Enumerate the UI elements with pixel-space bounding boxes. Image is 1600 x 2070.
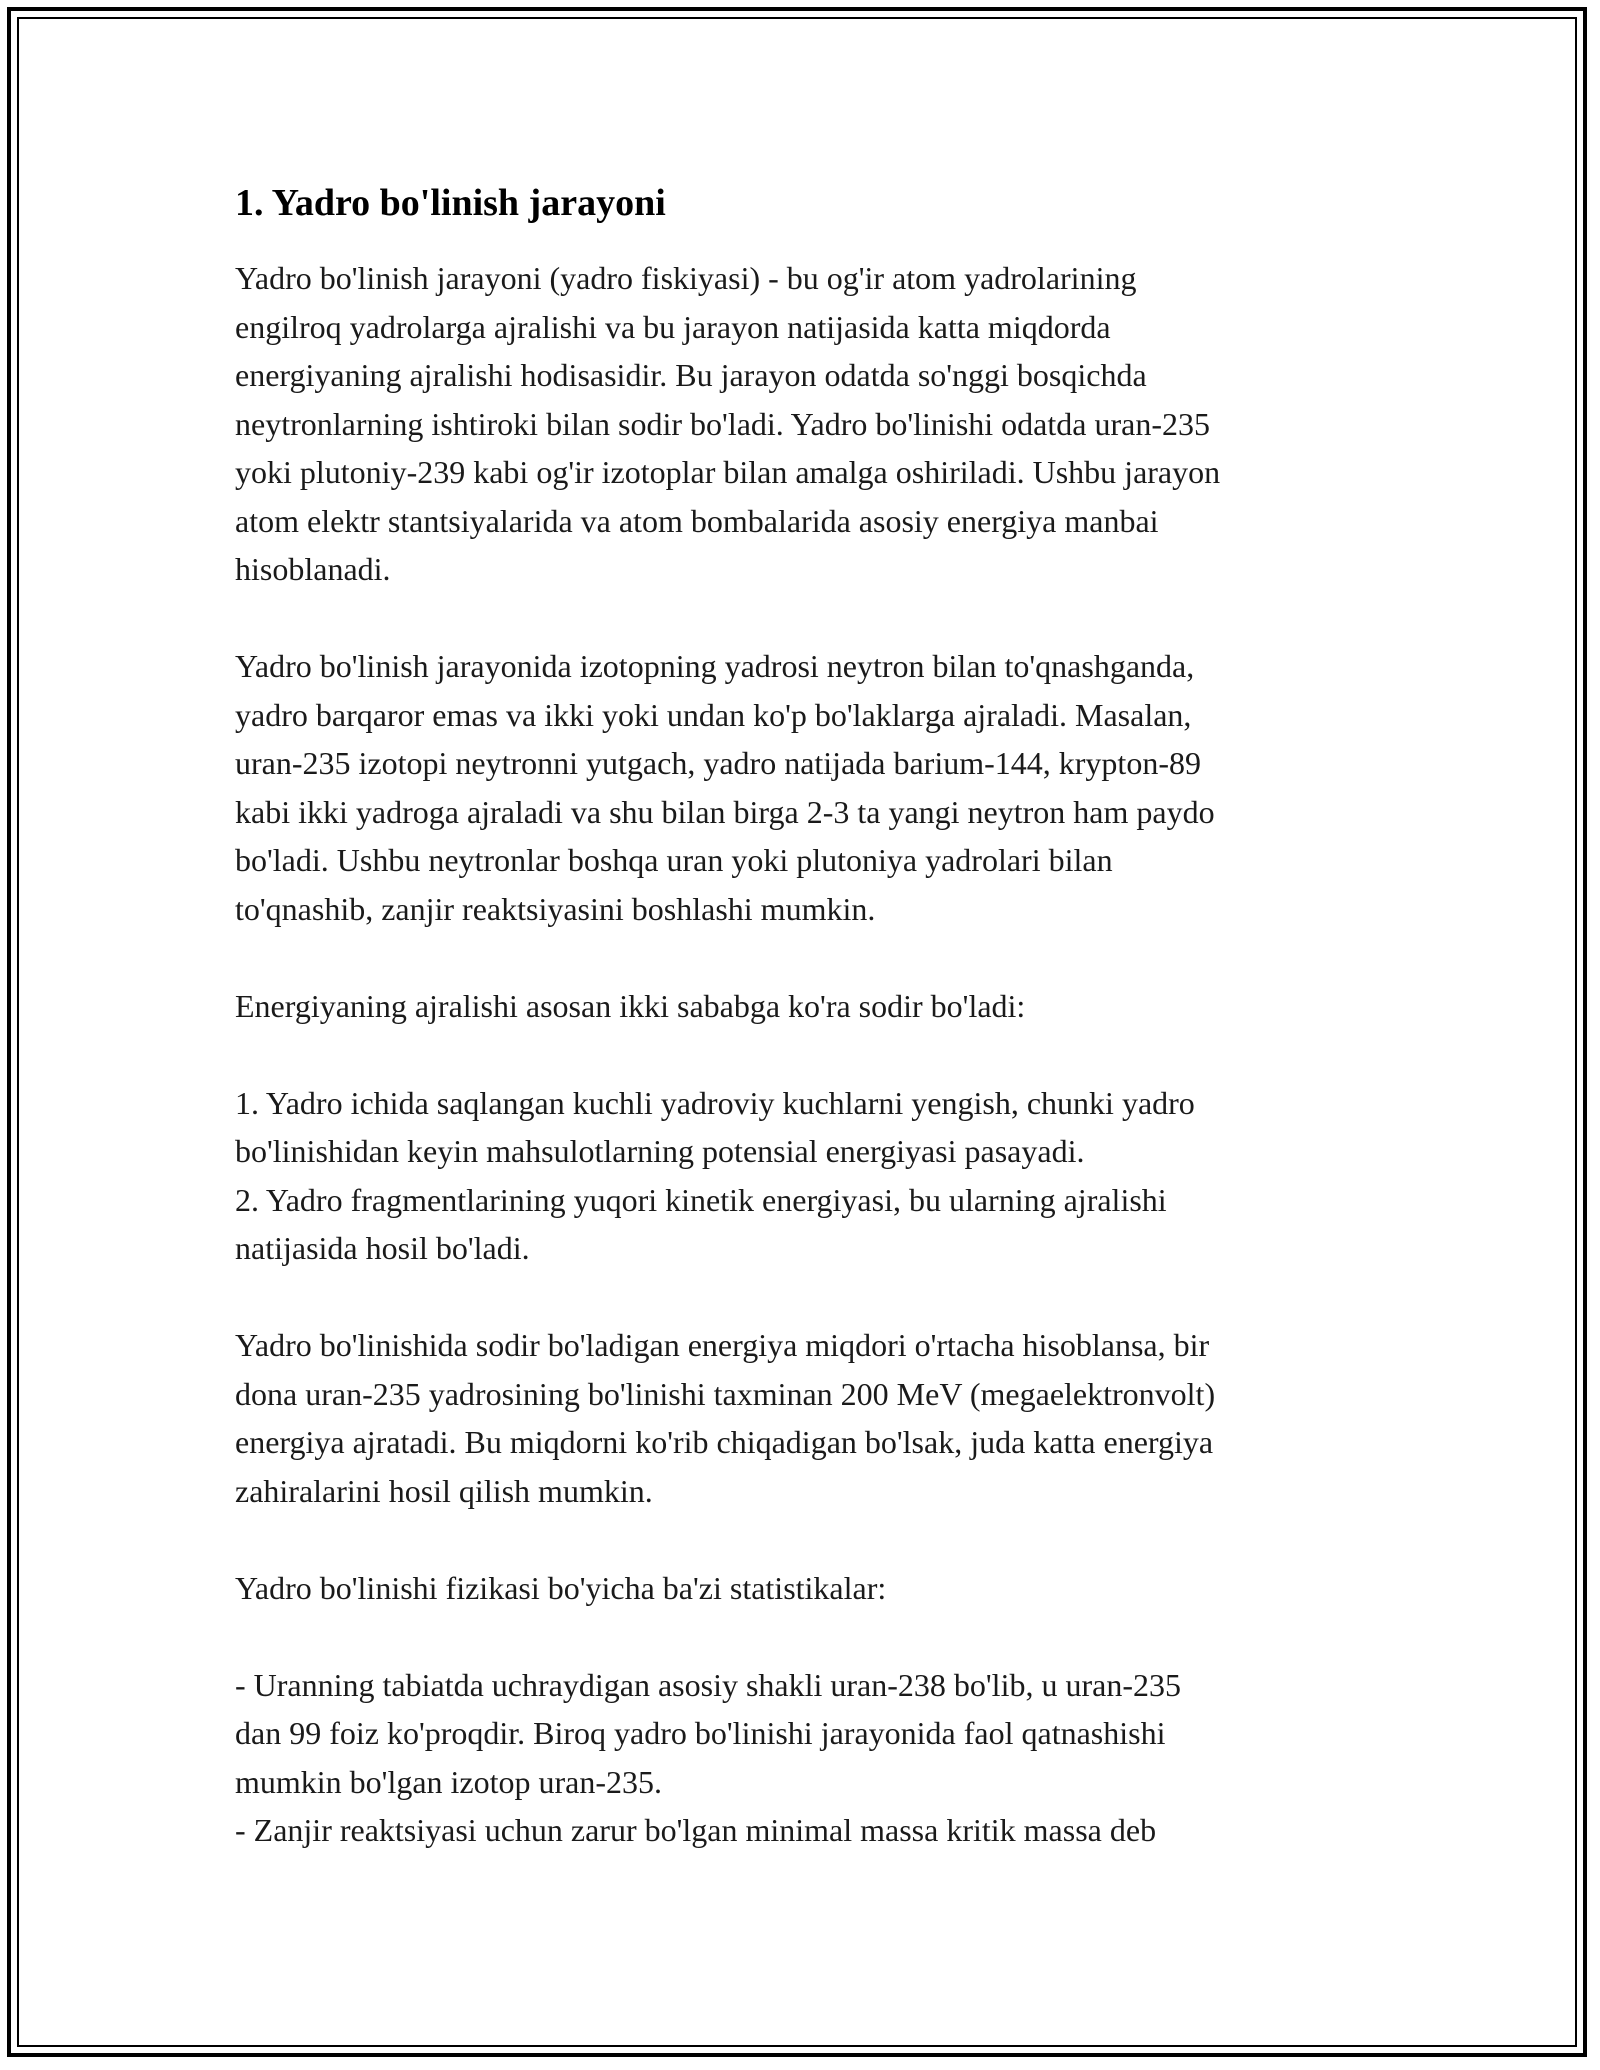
paragraph-spacer [235,1273,1385,1322]
paragraph-energy-amount: Yadro bo'linishida sodir bo'ladigan energiya miqdori o'rtacha hisoblansa, bir dona uran-235 yadrosining bo'linishi taxminan 200 MeV (megaelektronvolt) energiya ajratadi. Bu miqdorni ko'rib chiqadigan bo'lsak, juda katta energiya zahiralarini hosil qilish mumkin. [235,1327,1216,1509]
paragraph-energy-intro: Energiyaning ajralishi asosan ikki sababga ko'ra sodir bo'ladi: [235,987,1026,1024]
paragraph-energy-reasons: 1. Yadro ichida saqlangan kuchli yadroviy kuchlarni yengish, chunki yadro bo'linishidan keyin mahsulotlarning potensial energiyasi pasayadi. 2. Yadro fragmentlarining yuqori kinetik energiyasi, bu ularning ajralishi natijasida hosil bo'ladi. [235,1084,1195,1266]
paragraph-spacer [235,1612,1385,1661]
paragraph-definition: Yadro bo'linish jarayoni (yadro fiskiyasi) - bu og'ir atom yadrolarining engilroq yadrolarga ajralishi va bu jarayon natijasida katta miqdorda energiyaning ajralishi hodisasidir. Bu jarayon odatda so'nggi bosqichda neytronlarning ishtiroki bilan sodir bo'ladi. Yadro bo'linishi odatda uran-235 yoki plutoniy-239 kabi og'ir izotoplar bilan amalga oshiriladi. Ushbu jarayon atom elektr stantsiyalarida va atom bombalarida asosiy energiya manbai hisoblanadi. [235,260,1221,587]
document-body [235,178,1385,1855]
paragraph-spacer [235,1515,1385,1564]
paragraph-statistics-list: - Uranning tabiatda uchraydigan asosiy shakli uran-238 bo'lib, u uran-235 dan 99 foiz ko'proqdir. Biroq yadro bo'linishi jarayonida faol qatnashishi mumkin bo'lgan izotop uran-235. - Zanjir reaktsiyasi uchun zarur bo'lgan minimal massa kritik massa deb [235,1666,1181,1848]
paragraph-spacer [235,1030,1385,1079]
paragraph-spacer [235,594,1385,643]
section-heading: 1. Yadro bo'linish jarayoni [235,182,666,224]
paragraph-statistics-intro: Yadro bo'linishi fizikasi bo'yicha ba'zi statistikalar: [235,1569,887,1606]
paragraph-spacer [235,933,1385,982]
paragraph-process: Yadro bo'linish jarayonida izotopning yadrosi neytron bilan to'qnashganda, yadro barqaror emas va ikki yoki undan ko'p bo'laklarga ajraladi. Masalan, uran-235 izotopi neytronni yutgach, yadro natijada barium-144, krypton-89 kabi ikki yadroga ajraladi va shu bilan birga 2-3 ta yangi neytron ham paydo bo'ladi. Ushbu neytronlar boshqa uran yoki plutoniya yadrolari bilan to'qnashib, zanjir reaktsiyasini boshlashi mumkin. [235,648,1215,927]
